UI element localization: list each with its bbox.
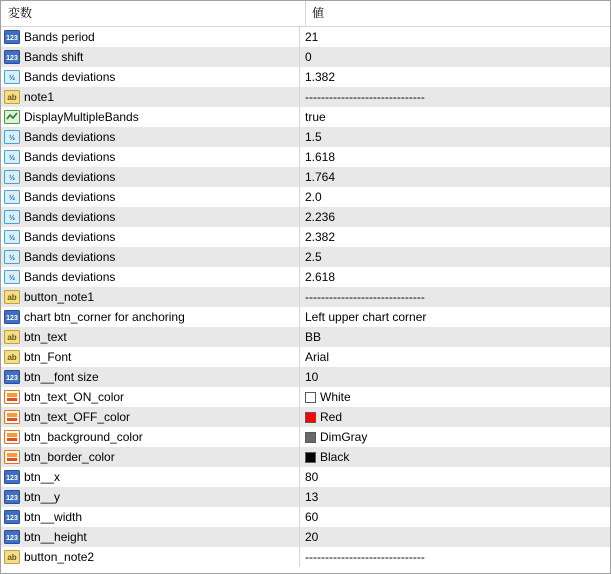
parameter-name: btn__font size xyxy=(24,370,99,384)
parameter-name-cell xyxy=(1,407,300,427)
parameter-value[interactable]: 2.618 xyxy=(305,270,336,284)
table-row[interactable] xyxy=(1,407,610,427)
table-row[interactable] xyxy=(1,347,610,367)
double-icon xyxy=(4,150,20,164)
svg-text:123: 123 xyxy=(6,55,18,62)
parameter-name: btn__x xyxy=(24,470,61,484)
parameter-name-cell xyxy=(1,187,300,207)
grid-rows xyxy=(1,27,610,567)
double-icon xyxy=(4,270,20,284)
parameter-name-cell xyxy=(1,527,300,547)
color-icon xyxy=(4,430,20,444)
parameter-name: btn__y xyxy=(24,490,61,504)
parameter-name: Bands deviations xyxy=(24,210,116,224)
parameter-name-cell xyxy=(1,307,300,327)
parameter-value-cell[interactable] xyxy=(300,427,610,447)
parameter-name: button_note1 xyxy=(24,290,95,304)
parameter-value-cell[interactable] xyxy=(300,367,610,387)
double-icon xyxy=(4,250,20,264)
table-row[interactable] xyxy=(1,267,610,287)
parameter-value-cell[interactable] xyxy=(300,67,610,87)
table-row[interactable] xyxy=(1,527,610,547)
parameter-value[interactable]: 20 xyxy=(305,530,319,544)
svg-text:½: ½ xyxy=(8,273,16,282)
parameter-value[interactable]: 1.764 xyxy=(305,170,336,184)
parameter-name-cell xyxy=(1,327,300,347)
parameter-name-cell xyxy=(1,287,300,307)
parameter-name-cell xyxy=(1,347,300,367)
parameter-name: Bands deviations xyxy=(24,70,116,84)
double-icon xyxy=(4,190,20,204)
parameter-value-cell[interactable] xyxy=(300,327,610,347)
parameter-name: btn__width xyxy=(24,510,83,524)
table-row[interactable] xyxy=(1,487,610,507)
parameter-name: Bands deviations xyxy=(24,150,116,164)
svg-text:123: 123 xyxy=(6,35,18,42)
table-row[interactable] xyxy=(1,547,610,567)
color-icon xyxy=(4,410,20,424)
int-icon xyxy=(4,30,20,44)
parameter-name: btn_text_OFF_color xyxy=(24,410,131,424)
parameter-value-cell[interactable] xyxy=(300,287,610,307)
double-icon xyxy=(4,170,20,184)
parameter-value-cell[interactable] xyxy=(300,87,610,107)
parameter-value-cell[interactable] xyxy=(300,127,610,147)
table-row[interactable] xyxy=(1,447,610,467)
parameter-value-cell[interactable] xyxy=(300,507,610,527)
table-row[interactable] xyxy=(1,427,610,447)
parameter-value[interactable]: 1.382 xyxy=(305,70,336,84)
parameter-value-cell[interactable] xyxy=(300,467,610,487)
string-icon xyxy=(4,290,20,304)
table-row[interactable] xyxy=(1,247,610,267)
parameter-value-cell[interactable] xyxy=(300,207,610,227)
parameter-value[interactable]: 2.236 xyxy=(305,210,336,224)
parameter-value[interactable]: 2.0 xyxy=(305,190,322,204)
parameter-value-cell[interactable] xyxy=(300,527,610,547)
table-row[interactable] xyxy=(1,287,610,307)
table-row[interactable] xyxy=(1,227,610,247)
parameter-value[interactable]: 1.618 xyxy=(305,150,336,164)
parameter-value-cell[interactable] xyxy=(300,227,610,247)
parameter-name: Bands deviations xyxy=(24,130,116,144)
string-icon xyxy=(4,90,20,104)
parameter-name-cell xyxy=(1,87,300,107)
parameter-value[interactable]: 21 xyxy=(305,30,319,44)
parameter-name-cell xyxy=(1,507,300,527)
string-icon xyxy=(4,330,20,344)
svg-text:ab: ab xyxy=(7,93,17,102)
parameter-name-cell xyxy=(1,127,300,147)
parameter-name: Bands deviations xyxy=(24,250,116,264)
svg-text:123: 123 xyxy=(6,475,18,482)
table-row[interactable] xyxy=(1,147,610,167)
table-row[interactable] xyxy=(1,467,610,487)
parameter-name-cell xyxy=(1,207,300,227)
color-icon xyxy=(4,450,20,464)
parameter-name-cell xyxy=(1,147,300,167)
svg-text:123: 123 xyxy=(6,375,18,382)
parameter-name: Bands shift xyxy=(24,50,84,64)
parameter-value[interactable]: BB xyxy=(305,330,322,344)
parameter-name-cell xyxy=(1,427,300,447)
table-row[interactable] xyxy=(1,307,610,327)
bool-icon xyxy=(4,110,20,124)
color-icon xyxy=(4,390,20,404)
svg-text:ab: ab xyxy=(7,333,17,342)
int-icon xyxy=(4,370,20,384)
svg-text:ab: ab xyxy=(7,353,17,362)
parameter-name-cell xyxy=(1,47,300,67)
color-swatch xyxy=(305,432,316,443)
table-row[interactable] xyxy=(1,167,610,187)
column-header-variable[interactable]: 変数 xyxy=(1,1,306,26)
enum-icon xyxy=(4,310,20,324)
int-icon xyxy=(4,510,20,524)
parameter-name: btn_text xyxy=(24,330,67,344)
parameter-name: DisplayMultipleBands xyxy=(24,110,139,124)
svg-text:123: 123 xyxy=(6,535,18,542)
int-icon xyxy=(4,490,20,504)
svg-text:123: 123 xyxy=(6,315,18,322)
parameter-value-cell[interactable] xyxy=(300,447,610,467)
parameter-value-cell[interactable] xyxy=(300,247,610,267)
svg-text:123: 123 xyxy=(6,495,18,502)
parameter-value[interactable]: Arial xyxy=(305,350,330,364)
table-row[interactable] xyxy=(1,47,610,67)
parameter-value-cell[interactable] xyxy=(300,167,610,187)
parameter-name: Bands deviations xyxy=(24,170,116,184)
parameter-name: Bands deviations xyxy=(24,270,116,284)
parameter-name-cell xyxy=(1,247,300,267)
color-swatch xyxy=(305,392,316,403)
double-icon xyxy=(4,230,20,244)
parameter-value-cell[interactable] xyxy=(300,407,610,427)
parameter-name: btn__height xyxy=(24,530,87,544)
parameter-value-cell[interactable] xyxy=(300,487,610,507)
table-row[interactable] xyxy=(1,107,610,127)
parameter-value[interactable]: Left upper chart corner xyxy=(305,310,427,324)
parameter-value[interactable]: ------------------------------ xyxy=(305,90,425,104)
color-swatch xyxy=(305,412,316,423)
color-swatch xyxy=(305,452,316,463)
svg-text:ab: ab xyxy=(7,293,17,302)
parameter-name: btn_text_ON_color xyxy=(24,390,125,404)
table-row[interactable] xyxy=(1,367,610,387)
parameter-name-cell xyxy=(1,487,300,507)
parameter-value[interactable]: Black xyxy=(320,450,350,464)
parameter-name: chart btn_corner for anchoring xyxy=(24,310,185,324)
svg-text:½: ½ xyxy=(8,233,16,242)
double-icon xyxy=(4,130,20,144)
parameter-value-cell[interactable] xyxy=(300,107,610,127)
parameter-name-cell xyxy=(1,267,300,287)
parameter-name-cell xyxy=(1,467,300,487)
parameter-value-cell[interactable] xyxy=(300,347,610,367)
parameter-name: Bands period xyxy=(24,30,95,44)
parameter-value[interactable]: Red xyxy=(320,410,343,424)
parameter-value[interactable]: 80 xyxy=(305,470,319,484)
parameter-name: button_note2 xyxy=(24,550,95,564)
int-icon xyxy=(4,470,20,484)
svg-text:½: ½ xyxy=(8,213,16,222)
parameter-name: btn_Font xyxy=(24,350,72,364)
table-row[interactable] xyxy=(1,27,610,47)
svg-text:½: ½ xyxy=(8,153,16,162)
svg-text:½: ½ xyxy=(8,173,16,182)
parameter-name-cell xyxy=(1,387,300,407)
table-row[interactable] xyxy=(1,387,610,407)
table-row[interactable] xyxy=(1,67,610,87)
parameter-name-cell xyxy=(1,447,300,467)
int-icon xyxy=(4,50,20,64)
parameter-value[interactable]: 1.5 xyxy=(305,130,322,144)
string-icon xyxy=(4,550,20,564)
parameter-name-cell xyxy=(1,227,300,247)
double-icon xyxy=(4,70,20,84)
parameter-value-cell[interactable] xyxy=(300,187,610,207)
parameter-value[interactable]: 60 xyxy=(305,510,319,524)
svg-text:½: ½ xyxy=(8,193,16,202)
parameter-value-cell[interactable] xyxy=(300,47,610,67)
int-icon xyxy=(4,530,20,544)
parameter-value[interactable]: White xyxy=(320,390,351,404)
parameter-value-cell[interactable] xyxy=(300,147,610,167)
parameter-value-cell[interactable] xyxy=(300,267,610,287)
parameter-value[interactable]: 13 xyxy=(305,490,319,504)
parameter-value[interactable]: 2.5 xyxy=(305,250,322,264)
parameter-name: note1 xyxy=(24,90,55,104)
parameter-value[interactable]: DimGray xyxy=(320,430,368,444)
parameter-value[interactable]: 10 xyxy=(305,370,319,384)
table-row[interactable] xyxy=(1,87,610,107)
parameter-name: btn_background_color xyxy=(24,430,143,444)
svg-text:123: 123 xyxy=(6,515,18,522)
column-header-value[interactable]: 値 xyxy=(312,6,325,20)
parameter-value[interactable]: ------------------------------ xyxy=(305,550,425,564)
parameter-name-cell xyxy=(1,167,300,187)
parameter-name-cell xyxy=(1,107,300,127)
svg-text:½: ½ xyxy=(8,133,16,142)
parameter-name-cell xyxy=(1,367,300,387)
svg-text:½: ½ xyxy=(8,253,16,262)
parameter-value-cell[interactable] xyxy=(300,27,610,47)
parameter-name-cell xyxy=(1,67,300,87)
svg-text:½: ½ xyxy=(8,73,16,82)
table-row[interactable] xyxy=(1,507,610,527)
table-row[interactable] xyxy=(1,187,610,207)
parameter-value-cell[interactable] xyxy=(300,307,610,327)
parameter-value[interactable]: 0 xyxy=(305,50,312,64)
table-row[interactable] xyxy=(1,127,610,147)
string-icon xyxy=(4,350,20,364)
parameter-name-cell xyxy=(1,27,300,47)
parameter-value-cell[interactable] xyxy=(300,547,610,567)
parameter-name: Bands deviations xyxy=(24,230,116,244)
parameter-value[interactable]: true xyxy=(305,110,326,124)
table-row[interactable] xyxy=(1,207,610,227)
svg-text:ab: ab xyxy=(7,553,17,562)
grid-header xyxy=(1,1,610,27)
double-icon xyxy=(4,210,20,224)
parameter-value-cell[interactable] xyxy=(300,387,610,407)
table-row[interactable] xyxy=(1,327,610,347)
parameter-name: Bands deviations xyxy=(24,190,116,204)
parameter-name: btn_border_color xyxy=(24,450,115,464)
parameter-value[interactable]: ------------------------------ xyxy=(305,290,425,304)
parameter-value[interactable]: 2.382 xyxy=(305,230,336,244)
parameter-name-cell xyxy=(1,547,300,567)
